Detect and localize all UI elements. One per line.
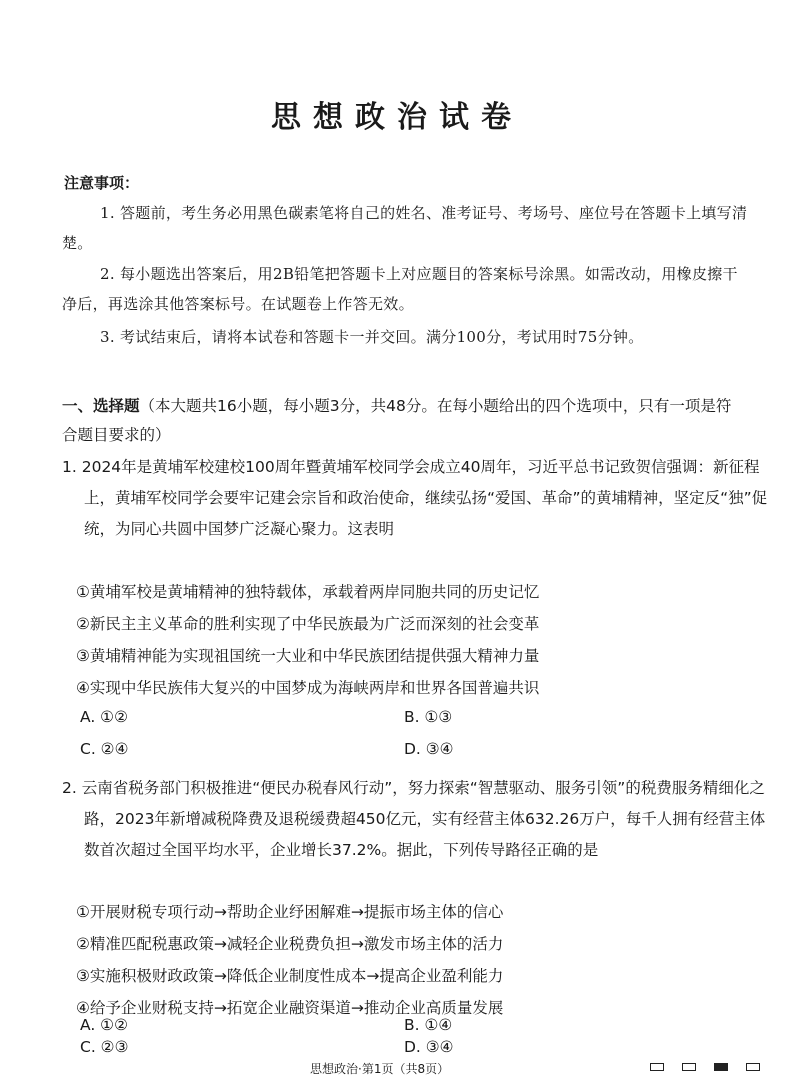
notice-heading: 注意事项： — [64, 174, 140, 192]
question-1-statement-4: ④实现中华民族伟大复兴的中国梦成为海峡两岸和世界各国普遍共识 — [76, 679, 540, 697]
question-2-option-a: A. ①② — [80, 1016, 128, 1034]
notice-item-3: 3. 考试结束后，请将本试卷和答题卡一并交回。满分100分，考试用时75分钟。 — [100, 328, 644, 346]
question-1-statement-2: ②新民主主义革命的胜利实现了中华民族最为广泛而深刻的社会变革 — [76, 615, 540, 633]
question-1-option-d: D. ③④ — [404, 740, 454, 758]
question-1-option-c: C. ②④ — [80, 740, 129, 758]
page-registration-marks — [650, 1063, 760, 1071]
question-1-option-a: A. ①② — [80, 708, 128, 726]
question-2-statement-1: ①开展财税专项行动→帮助企业纾困解难→提振市场主体的信心 — [76, 903, 504, 921]
page-title: 思想政治试卷 — [271, 100, 523, 135]
question-2-stem: 2. 云南省税务部门积极推进“便民办税春风行动”，努力探索“智慧驱动、服务引领”的税费服务精细化之路，2023年新增减税降费及退税缓费超450亿元，实有经营主体632.26万户，每千人拥有经营主体数首次超过全国平均水平，企业增长37.2%。据此，下列传导路径正确的是 — [62, 779, 766, 859]
section-heading — [62, 392, 744, 450]
question-2-statement-4: ④给予企业财税支持→拓宽企业融资渠道→推动企业高质量发展 — [76, 999, 504, 1017]
registration-mark — [682, 1063, 696, 1071]
question-2-statement-2: ②精准匹配税惠政策→减轻企业税费负担→激发市场主体的活力 — [76, 935, 504, 953]
registration-mark — [746, 1063, 760, 1071]
question-1-stem: 1. 2024年是黄埔军校建校100周年暨黄埔军校同学会成立40周年，习近平总书记致贺信强调：新征程上，黄埔军校同学会要牢记建会宗旨和政治使命，继续弘扬“爱国、革命”的黄埔精神，坚定反“独”促统，为同心共圆中国梦广泛凝心聚力。这表明 — [62, 458, 768, 538]
question-1-statement-3: ③黄埔精神能为实现祖国统一大业和中华民族团结提供强大精神力量 — [76, 647, 540, 665]
registration-mark-filled — [714, 1063, 728, 1071]
registration-mark — [650, 1063, 664, 1071]
question-1-option-b: B. ①③ — [404, 708, 453, 726]
question-2-statement-3: ③实施积极财政政策→降低企业制度性成本→提高企业盈利能力 — [76, 967, 504, 985]
notice-item-2: 2. 每小题选出答案后，用2B铅笔把答题卡上对应题目的答案标号涂黑。如需改动，用橡皮擦干净后，再选涂其他答案标号。在试题卷上作答无效。 — [62, 265, 738, 313]
question-2-option-c: C. ②③ — [80, 1038, 129, 1056]
page-footer: 思想政治·第1页（共8页） — [310, 1062, 450, 1076]
question-2-option-b: B. ①④ — [404, 1016, 453, 1034]
section-title: 一、选择题 — [62, 397, 140, 415]
question-1-statement-1: ①黄埔军校是黄埔精神的独特载体，承载着两岸同胞共同的历史记忆 — [76, 583, 540, 601]
section-description: （本大题共16小题，每小题3分，共48分。在每小题给出的四个选项中，只有一项是符合题目要求的） — [62, 397, 732, 444]
question-2-option-d: D. ③④ — [404, 1038, 454, 1056]
notice-item-1: 1. 答题前，考生务必用黑色碳素笔将自己的姓名、准考证号、考场号、座位号在答题卡上填写清楚。 — [62, 204, 748, 252]
